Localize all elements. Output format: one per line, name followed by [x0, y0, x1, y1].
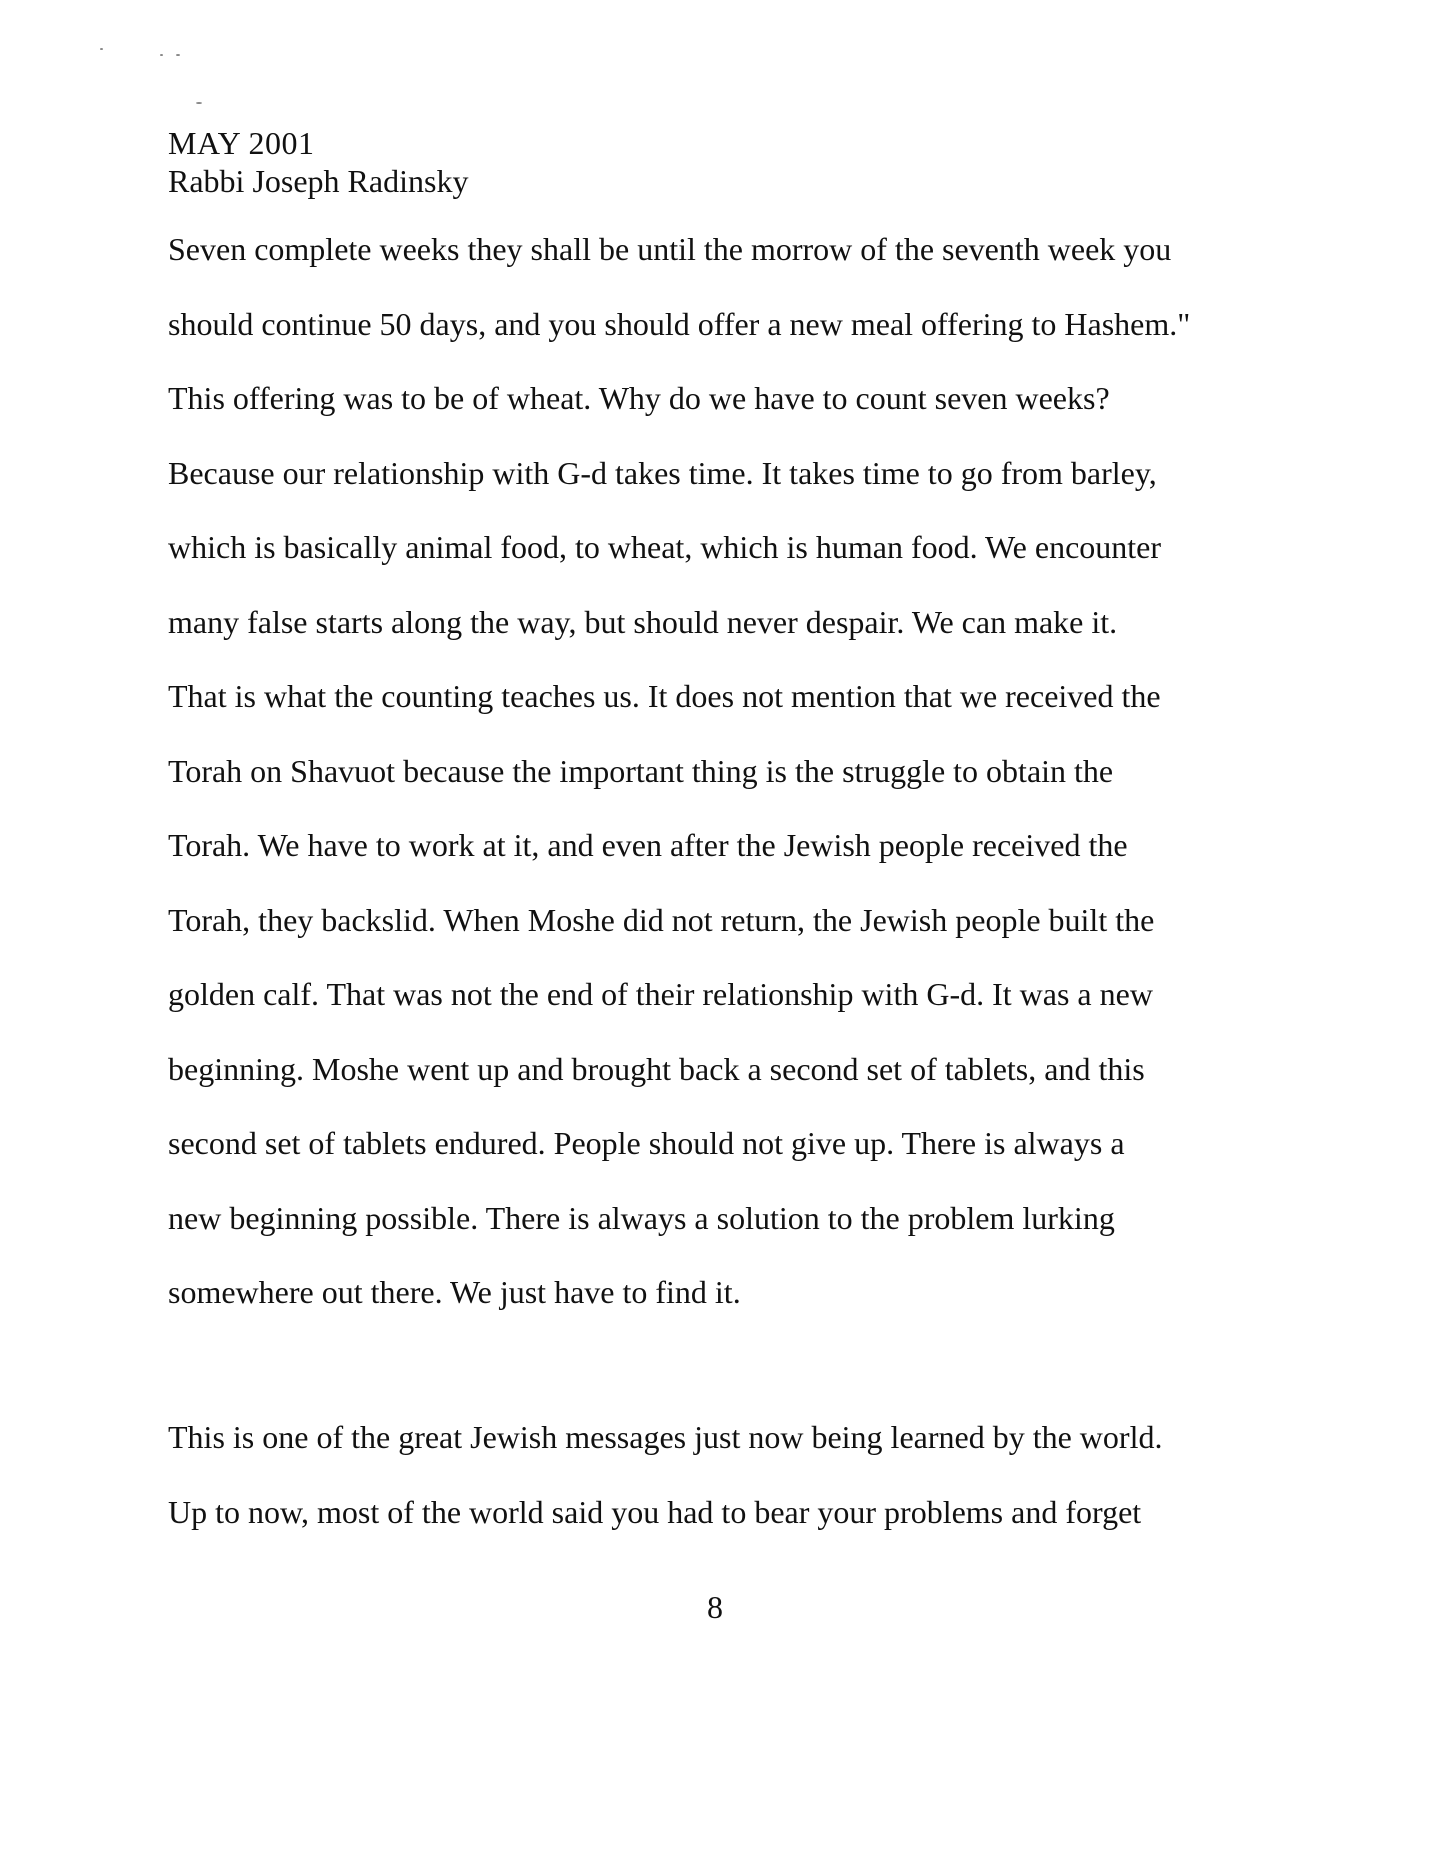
text-line: many false starts along the way, but should never despair. We can make it. — [168, 603, 1118, 640]
text-line: Torah. We have to work at it, and even after the Jewish people received the — [168, 827, 1128, 863]
document-header — [168, 124, 468, 200]
scan-speck — [160, 54, 163, 56]
text-line: This offering was to be of wheat. Why do we have to count seven weeks? — [168, 380, 1110, 416]
scan-speck — [100, 48, 103, 50]
page-number: 8 — [707, 1589, 723, 1625]
text-line: new beginning possible. There is always a solution to the problem lurking — [168, 1199, 1115, 1236]
header-date: MAY 2001 — [168, 125, 315, 161]
text-line: second set of tablets endured. People should not give up. There is always a — [168, 1125, 1125, 1161]
paragraph-2 — [168, 1400, 1288, 1549]
paragraph-1 — [168, 212, 1288, 1330]
text-line: Seven complete weeks they shall be until the morrow of the seventh week you — [168, 231, 1172, 267]
scan-speck — [176, 54, 180, 56]
text-line: somewhere out there. We just have to find it. — [168, 1274, 741, 1310]
text-line: which is basically animal food, to wheat, which is human food. We encounter — [168, 529, 1162, 565]
text-line: This is one of the great Jewish messages just now being learned by the world. — [168, 1419, 1163, 1455]
header-author: Rabbi Joseph Radinsky — [168, 163, 469, 199]
text-line: golden calf. That was not the end of their relationship with G-d. It was a new — [168, 976, 1153, 1012]
text-line: should continue 50 days, and you should offer a new meal offering to Hashem." — [168, 305, 1191, 342]
text-line: Up to now, most of the world said you had to bear your problems and forget — [168, 1493, 1142, 1530]
text-line: That is what the counting teaches us. It does not mention that we received the — [168, 678, 1161, 714]
text-line: beginning. Moshe went up and brought back a second set of tablets, and this — [168, 1050, 1145, 1087]
text-line: Torah on Shavuot because the important thing is the struggle to obtain the — [168, 752, 1114, 789]
scan-speck — [196, 102, 202, 104]
text-line: Torah, they backslid. When Moshe did not return, the Jewish people built the — [168, 901, 1155, 938]
text-line: Because our relationship with G-d takes time. It takes time to go from barley, — [168, 454, 1157, 491]
